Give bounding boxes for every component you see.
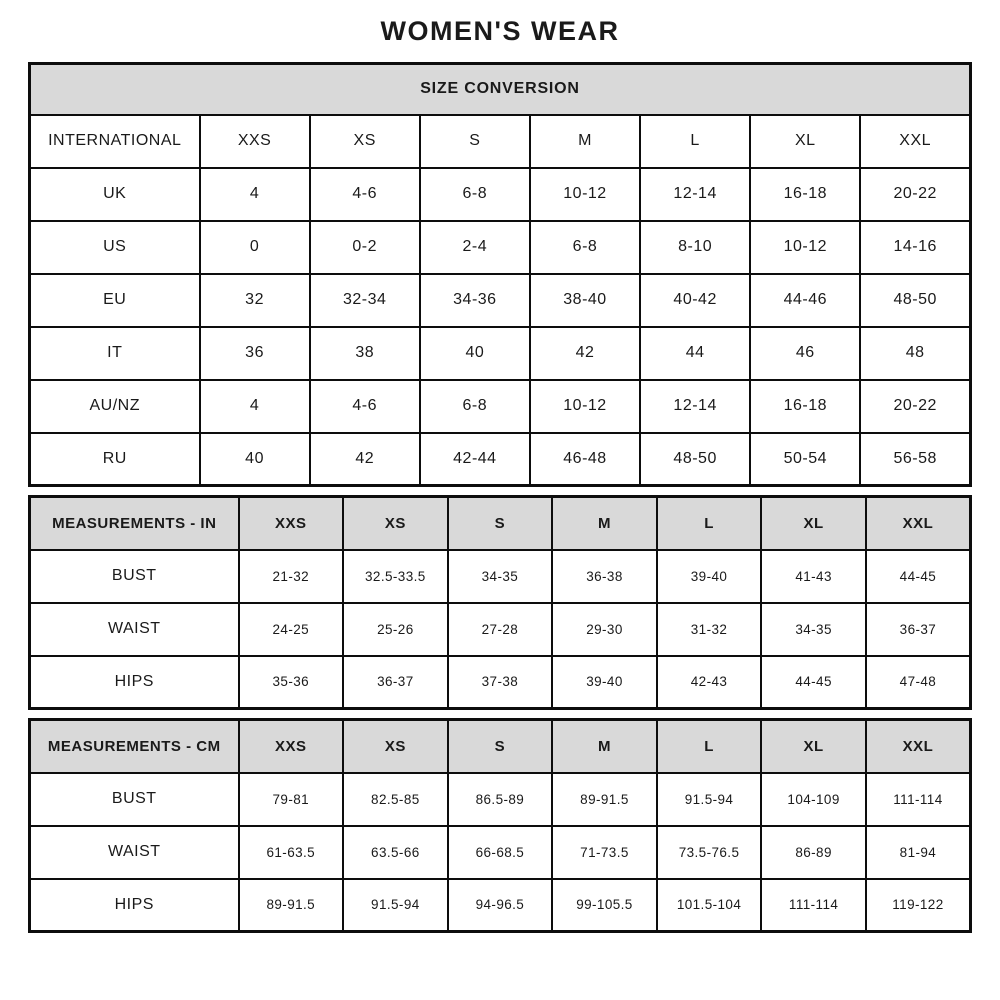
- cell-value: 29-30: [552, 603, 657, 656]
- cell-value: 34-35: [761, 603, 866, 656]
- size-conversion-table: [28, 62, 972, 487]
- cell-value: 31-32: [657, 603, 762, 656]
- column-header: XS: [343, 497, 448, 550]
- cell-value: 56-58: [860, 433, 970, 486]
- measurements-cm-header: MEASUREMENTS - CM: [30, 720, 239, 773]
- column-header: XXL: [860, 115, 970, 168]
- cell-value: 21-32: [239, 550, 344, 603]
- row-label: RU: [30, 433, 200, 486]
- cell-value: 44-46: [750, 274, 860, 327]
- column-header: XL: [761, 720, 866, 773]
- row-label: EU: [30, 274, 200, 327]
- cell-value: 6-8: [530, 221, 640, 274]
- cell-value: 101.5-104: [657, 879, 762, 932]
- cell-value: 89-91.5: [552, 773, 657, 826]
- table-row: [30, 773, 971, 826]
- cell-value: 38-40: [530, 274, 640, 327]
- table-row: [30, 433, 971, 486]
- cell-value: 111-114: [866, 773, 971, 826]
- cell-value: 48-50: [640, 433, 750, 486]
- cell-value: 66-68.5: [448, 826, 553, 879]
- cell-value: 86.5-89: [448, 773, 553, 826]
- cell-value: 82.5-85: [343, 773, 448, 826]
- cell-value: 104-109: [761, 773, 866, 826]
- column-header: S: [448, 720, 553, 773]
- cell-value: 79-81: [239, 773, 344, 826]
- cell-value: 6-8: [420, 380, 530, 433]
- cell-value: 42-43: [657, 656, 762, 709]
- cell-value: 39-40: [657, 550, 762, 603]
- cell-value: 4: [200, 380, 310, 433]
- cell-value: 20-22: [860, 168, 970, 221]
- cell-value: 36: [200, 327, 310, 380]
- cell-value: 91.5-94: [657, 773, 762, 826]
- cell-value: 63.5-66: [343, 826, 448, 879]
- cell-value: 32.5-33.5: [343, 550, 448, 603]
- cell-value: 47-48: [866, 656, 971, 709]
- cell-value: 42: [310, 433, 420, 486]
- column-header: XXS: [239, 497, 344, 550]
- row-label: IT: [30, 327, 200, 380]
- cell-value: 46: [750, 327, 860, 380]
- measurements-cm-table: [28, 718, 972, 933]
- row-label: HIPS: [30, 656, 239, 709]
- column-header: M: [552, 497, 657, 550]
- cell-value: 27-28: [448, 603, 553, 656]
- row-label: WAIST: [30, 603, 239, 656]
- cell-value: 40-42: [640, 274, 750, 327]
- cell-value: 4: [200, 168, 310, 221]
- cell-value: 10-12: [750, 221, 860, 274]
- cell-value: 36-37: [343, 656, 448, 709]
- table-row: [30, 826, 971, 879]
- table-row: [30, 879, 971, 932]
- cell-value: 10-12: [530, 380, 640, 433]
- column-header: M: [552, 720, 657, 773]
- row-label: WAIST: [30, 826, 239, 879]
- cell-value: 91.5-94: [343, 879, 448, 932]
- cell-value: 20-22: [860, 380, 970, 433]
- cell-value: 111-114: [761, 879, 866, 932]
- column-header: L: [657, 720, 762, 773]
- cell-value: 48-50: [860, 274, 970, 327]
- cell-value: 16-18: [750, 380, 860, 433]
- column-header: XXL: [866, 497, 971, 550]
- cell-value: 12-14: [640, 380, 750, 433]
- cell-value: 34-36: [420, 274, 530, 327]
- column-header-row: [30, 497, 971, 550]
- cell-value: 36-37: [866, 603, 971, 656]
- cell-value: 4-6: [310, 168, 420, 221]
- measurements-in-header: MEASUREMENTS - IN: [30, 497, 239, 550]
- cell-value: 44-45: [761, 656, 866, 709]
- column-header: INTERNATIONAL: [30, 115, 200, 168]
- column-header: L: [657, 497, 762, 550]
- cell-value: 36-38: [552, 550, 657, 603]
- cell-value: 34-35: [448, 550, 553, 603]
- cell-value: 14-16: [860, 221, 970, 274]
- cell-value: 81-94: [866, 826, 971, 879]
- cell-value: 38: [310, 327, 420, 380]
- cell-value: 61-63.5: [239, 826, 344, 879]
- cell-value: 16-18: [750, 168, 860, 221]
- cell-value: 6-8: [420, 168, 530, 221]
- cell-value: 24-25: [239, 603, 344, 656]
- row-label: US: [30, 221, 200, 274]
- cell-value: 4-6: [310, 380, 420, 433]
- column-header: S: [448, 497, 553, 550]
- row-label: UK: [30, 168, 200, 221]
- column-header: XXL: [866, 720, 971, 773]
- cell-value: 37-38: [448, 656, 553, 709]
- cell-value: 119-122: [866, 879, 971, 932]
- cell-value: 2-4: [420, 221, 530, 274]
- cell-value: 40: [420, 327, 530, 380]
- measurements-in-table: [28, 495, 972, 710]
- column-header-row: [30, 720, 971, 773]
- column-header: L: [640, 115, 750, 168]
- cell-value: 50-54: [750, 433, 860, 486]
- table-row: [30, 168, 971, 221]
- cell-value: 0-2: [310, 221, 420, 274]
- table-row: [30, 380, 971, 433]
- row-label: AU/NZ: [30, 380, 200, 433]
- cell-value: 99-105.5: [552, 879, 657, 932]
- cell-value: 40: [200, 433, 310, 486]
- cell-value: 12-14: [640, 168, 750, 221]
- cell-value: 35-36: [239, 656, 344, 709]
- row-label: BUST: [30, 550, 239, 603]
- column-header: XXS: [200, 115, 310, 168]
- cell-value: 25-26: [343, 603, 448, 656]
- cell-value: 73.5-76.5: [657, 826, 762, 879]
- cell-value: 44: [640, 327, 750, 380]
- table-row: [30, 603, 971, 656]
- cell-value: 10-12: [530, 168, 640, 221]
- cell-value: 89-91.5: [239, 879, 344, 932]
- cell-value: 8-10: [640, 221, 750, 274]
- column-header: S: [420, 115, 530, 168]
- cell-value: 94-96.5: [448, 879, 553, 932]
- row-label: BUST: [30, 773, 239, 826]
- size-conversion-banner: SIZE CONVERSION: [30, 64, 971, 115]
- table-row: [30, 550, 971, 603]
- column-header: XXS: [239, 720, 344, 773]
- table-row: [30, 656, 971, 709]
- cell-value: 46-48: [530, 433, 640, 486]
- cell-value: 42-44: [420, 433, 530, 486]
- column-header-row: [30, 115, 971, 168]
- row-label: HIPS: [30, 879, 239, 932]
- cell-value: 0: [200, 221, 310, 274]
- column-header: XS: [310, 115, 420, 168]
- cell-value: 48: [860, 327, 970, 380]
- cell-value: 42: [530, 327, 640, 380]
- column-header: XL: [750, 115, 860, 168]
- column-header: M: [530, 115, 640, 168]
- cell-value: 39-40: [552, 656, 657, 709]
- cell-value: 86-89: [761, 826, 866, 879]
- table-row: [30, 274, 971, 327]
- column-header: XL: [761, 497, 866, 550]
- page-title: WOMEN'S WEAR: [380, 16, 620, 46]
- table-banner-row: [30, 64, 971, 115]
- cell-value: 41-43: [761, 550, 866, 603]
- cell-value: 32: [200, 274, 310, 327]
- cell-value: 32-34: [310, 274, 420, 327]
- cell-value: 44-45: [866, 550, 971, 603]
- table-row: [30, 327, 971, 380]
- column-header: XS: [343, 720, 448, 773]
- table-row: [30, 221, 971, 274]
- cell-value: 71-73.5: [552, 826, 657, 879]
